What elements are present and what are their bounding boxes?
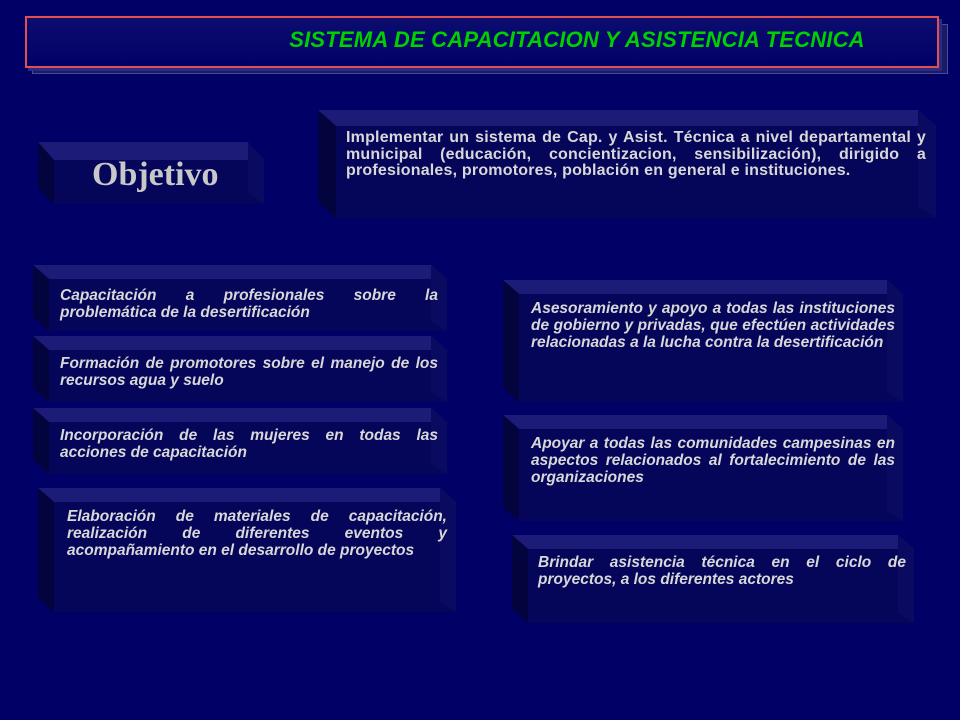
- left-item-box: [33, 336, 447, 402]
- right-item-box: [503, 415, 903, 521]
- right-item-text: Apoyar a todas las comunidades campesinas en aspectos relacionados al fortalecimiento de las organizaciones: [531, 435, 895, 486]
- right-item-box: [503, 280, 903, 402]
- objective-description: Implementar un sistema de Cap. y Asist. Técnica a nivel departamental y municipal (educación, concientizacion, sensibilización), dirigido a profesionales, promotores, población en general e instituciones.: [346, 129, 926, 179]
- objective-label: Objetivo: [92, 156, 219, 193]
- left-item-text: Incorporación de las mujeres en todas las acciones de capacitación: [60, 427, 438, 461]
- right-item-box: [512, 535, 914, 623]
- left-item-box: [33, 408, 447, 474]
- slide-title: SISTEMA DE CAPACITACION Y ASISTENCIA TECNICA: [289, 27, 865, 52]
- left-item-text: Formación de promotores sobre el manejo de los recursos agua y suelo: [60, 355, 438, 389]
- right-item-text: Brindar asistencia técnica en el ciclo de proyectos, a los diferentes actores: [538, 554, 906, 588]
- left-item-box: [38, 488, 456, 612]
- title-banner: [25, 16, 939, 68]
- left-item-text: Elaboración de materiales de capacitación, realización de diferentes eventos y acompañamiento en el desarrollo de proyectos: [67, 508, 447, 559]
- objective-label-box: [38, 142, 266, 206]
- left-item-box: [33, 265, 447, 331]
- right-item-text: Asesoramiento y apoyo a todas las instituciones de gobierno y privadas, que efectúen actividades relacionadas a la lucha contra la desertificación: [531, 300, 895, 351]
- left-item-text: Capacitación a profesionales sobre la problemática de la desertificación: [60, 287, 438, 321]
- objective-description-box: [318, 110, 938, 220]
